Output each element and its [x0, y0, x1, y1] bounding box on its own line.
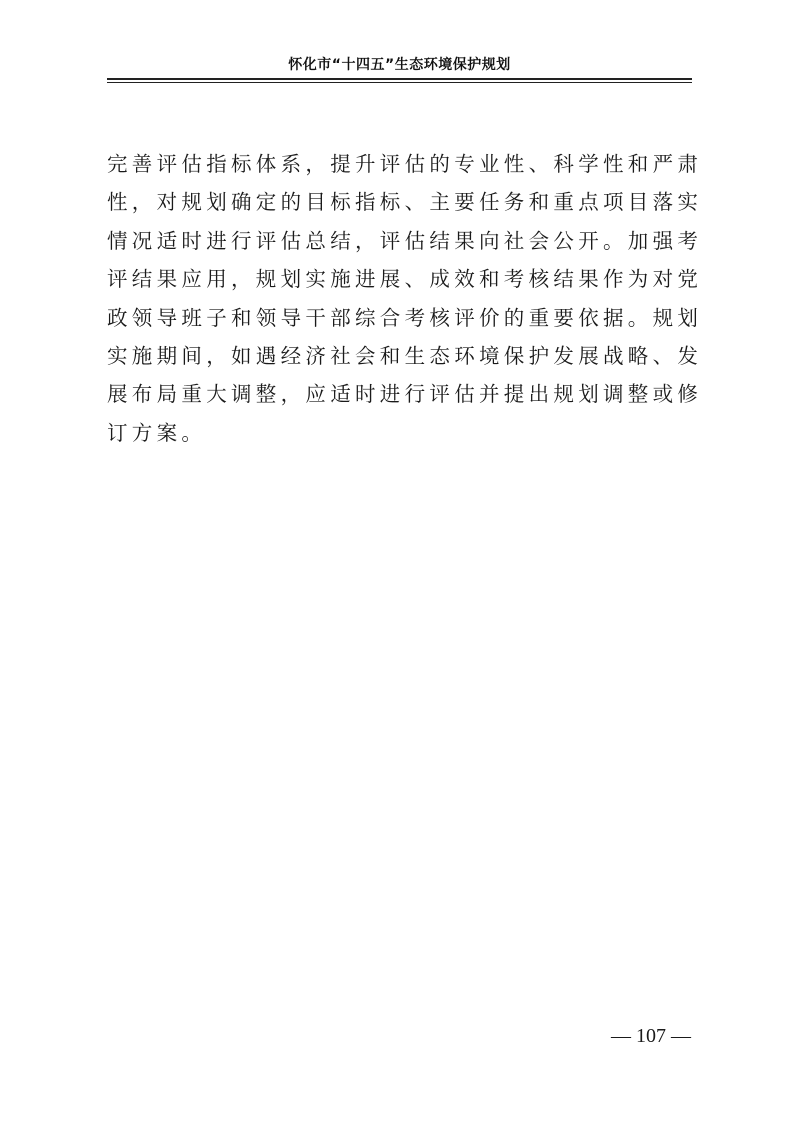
- paragraph-line: 性，对规划确定的目标指标、主要任务和重点项目落实: [107, 190, 703, 215]
- page-number: — 107 —: [611, 1025, 691, 1047]
- paragraph-line: 评结果应用，规划实施进展、成效和考核结果作为对党: [107, 267, 703, 292]
- page-header: [107, 56, 692, 83]
- paragraph-line: 订方案。: [107, 420, 207, 445]
- paragraph-line: 情况适时进行评估总结，评估结果向社会公开。加强考: [107, 228, 703, 253]
- paragraph-line: 完善评估指标体系，提升评估的专业性、科学性和严肃: [107, 152, 703, 176]
- header-divider: [107, 78, 692, 83]
- body-paragraph: [107, 145, 703, 452]
- document-title: 怀化市“十四五”生态环境保护规划: [288, 57, 511, 73]
- paragraph-line: 政领导班子和领导干部综合考核评价的重要依据。规划: [107, 305, 703, 330]
- paragraph-line: 实施期间，如遇经济社会和生态环境保护发展战略、发: [107, 344, 703, 369]
- paragraph-line: 展布局重大调整，应适时进行评估并提出规划调整或修: [107, 382, 703, 407]
